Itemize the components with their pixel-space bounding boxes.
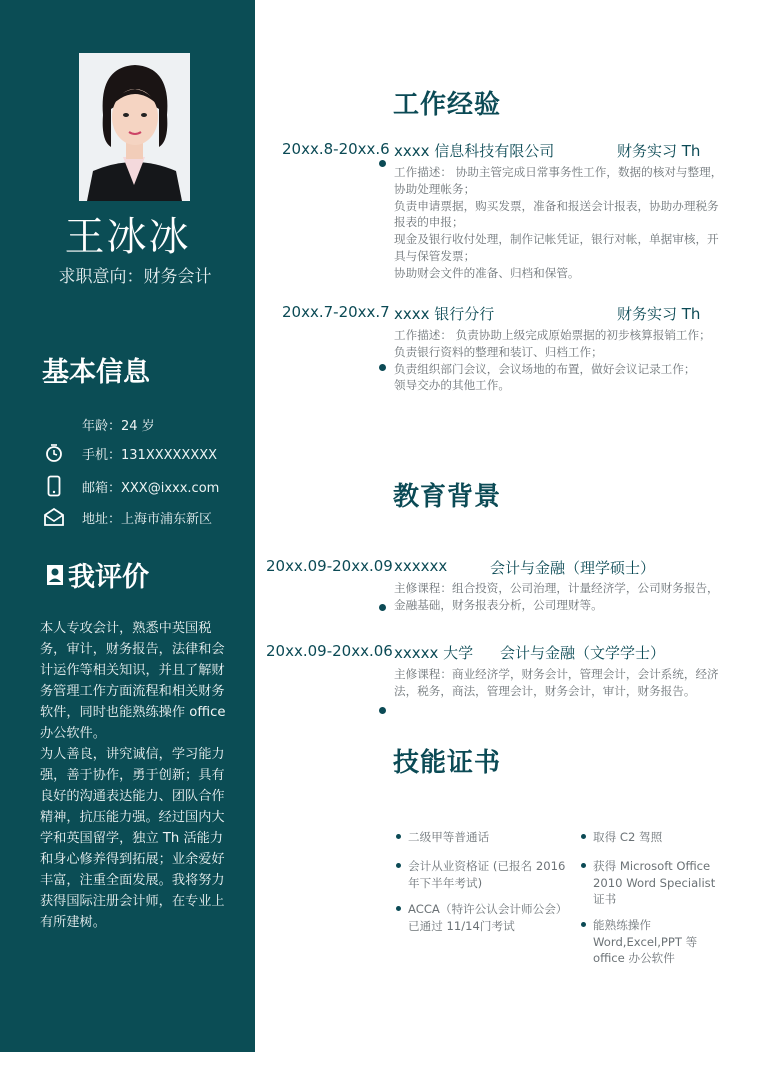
education-heading: 教育背景 — [393, 482, 502, 512]
skill-item: 获得 Microsoft Office 2010 Word Specialist 证书 — [593, 858, 728, 908]
mail-icon — [40, 506, 68, 528]
self-eval-paragraph: 为人善良，讲究诚信，学习能力强，善于协作，勇于创新；具有良好的沟通表达能力、团队合作精神，抗压能力强。经过国内大学和英国留学，独立 Th 活能力和身心修养得到拓展；业余爱好丰富，注重全面发展。我将努力获得国际注册会计师，在专业上有所建树。 — [40, 747, 225, 930]
self-eval-heading: 我评价 — [68, 562, 149, 593]
age-text: 年龄：24 岁 — [82, 418, 155, 434]
work-date: 20xx.8-20xx.6 — [282, 140, 390, 158]
self-eval-paragraph: 本人专攻会计，熟悉中英国税务，审计，财务报告，法律和会计运作等相关知识，并且了解财务管理工作方面流程和相关财务软件，同时也能熟练操作 office 办公软件。 — [40, 621, 226, 741]
phone-row — [40, 442, 217, 464]
self-eval-text — [40, 618, 226, 933]
work-line: 现金及银行收付处理，制作记帐凭证，银行对帐，单据审核，开具与保管发票； — [394, 232, 719, 263]
timeline-dot — [379, 364, 386, 371]
work-description — [394, 327, 724, 394]
timeline-dot — [379, 604, 386, 611]
email-row — [40, 475, 219, 497]
edu-major: 会计与金融（文学学士） — [500, 644, 666, 662]
candidate-name: 王冰冰 — [64, 214, 191, 260]
work-role: 财务实习 Th — [617, 305, 701, 323]
edu-date: 20xx.09-20xx.06 — [266, 642, 393, 660]
edu-date: 20xx.09-20xx.09 — [266, 557, 393, 575]
work-line: 负责申请票据，购买发票，准备和报送会计报表，协助办理税务报表的申报； — [394, 198, 719, 230]
work-date: 20xx.7-20xx.7 — [282, 303, 390, 321]
address-text: 地址：上海市浦东新区 — [82, 511, 213, 527]
work-role: 财务实习 Th — [617, 142, 701, 160]
skills-heading: 技能证书 — [393, 748, 502, 778]
sidebar — [0, 0, 255, 1052]
basic-info-heading: 基本信息 — [42, 357, 150, 388]
edu-line: 主修课程：组合投资，公司治理，计量经济学，公司财务报告，金融基础，财务报表分析，公司理财等。 — [394, 581, 719, 612]
work-line: 工作描述： 协助主管完成日常事务性工作，数据的核对与整理，协助处理帐务； — [394, 165, 723, 196]
work-line: 负责组织部门会议，会议场地的布置，做好会议记录工作； — [394, 361, 696, 376]
skill-item: ACCA（特许公认会计师公会）已通过 11/14门考试 — [408, 901, 566, 934]
work-heading: 工作经验 — [393, 90, 502, 120]
address-row — [40, 506, 212, 528]
age-row — [40, 413, 155, 435]
work-line: 领导交办的其他工作。 — [394, 378, 510, 393]
timeline-dot — [379, 707, 386, 714]
edu-courses — [394, 580, 724, 614]
clock-icon — [40, 442, 68, 464]
work-company: xxxx 信息科技有限公司 — [394, 142, 555, 160]
edu-school: xxxxxx — [394, 557, 448, 575]
work-description — [394, 164, 724, 282]
edu-school: xxxxx 大学 — [394, 644, 474, 662]
skill-item: 能熟练操作 Word,Excel,PPT 等 office 办公软件 — [593, 917, 728, 967]
skill-item: 二级甲等普通话 — [408, 829, 568, 846]
work-line: 工作描述： 负责协助上级完成原始票据的初步核算报销工作； — [394, 328, 711, 342]
profile-photo — [79, 53, 190, 201]
timeline-dot — [379, 160, 386, 167]
phone-icon — [40, 475, 68, 497]
email-text: 邮箱：XXX@ixxx.com — [82, 480, 220, 496]
work-line: 负责银行资料的整理和装订、归档工作； — [394, 344, 603, 359]
job-objective: 求职意向：财务会计 — [58, 267, 212, 287]
work-company: xxxx 银行分行 — [394, 305, 495, 323]
work-line: 协助财会文件的准备、归档和保管。 — [394, 265, 580, 280]
edu-line: 主修课程：商业经济学，财务会计，管理会计，会计系统，经济法，税务，商法，管理会计，财务会计，审计，财务报告。 — [394, 667, 719, 698]
self-eval-heading-row — [44, 555, 149, 594]
skill-item: 会计从业资格证 (已报名 2016 年下半年考试) — [408, 858, 566, 891]
skill-item: 取得 C2 驾照 — [593, 829, 728, 846]
person-card-icon — [44, 562, 66, 588]
phone-text: 手机：131XXXXXXXX — [82, 447, 218, 463]
edu-major: 会计与金融（理学硕士） — [490, 559, 656, 577]
edu-courses — [394, 666, 724, 700]
